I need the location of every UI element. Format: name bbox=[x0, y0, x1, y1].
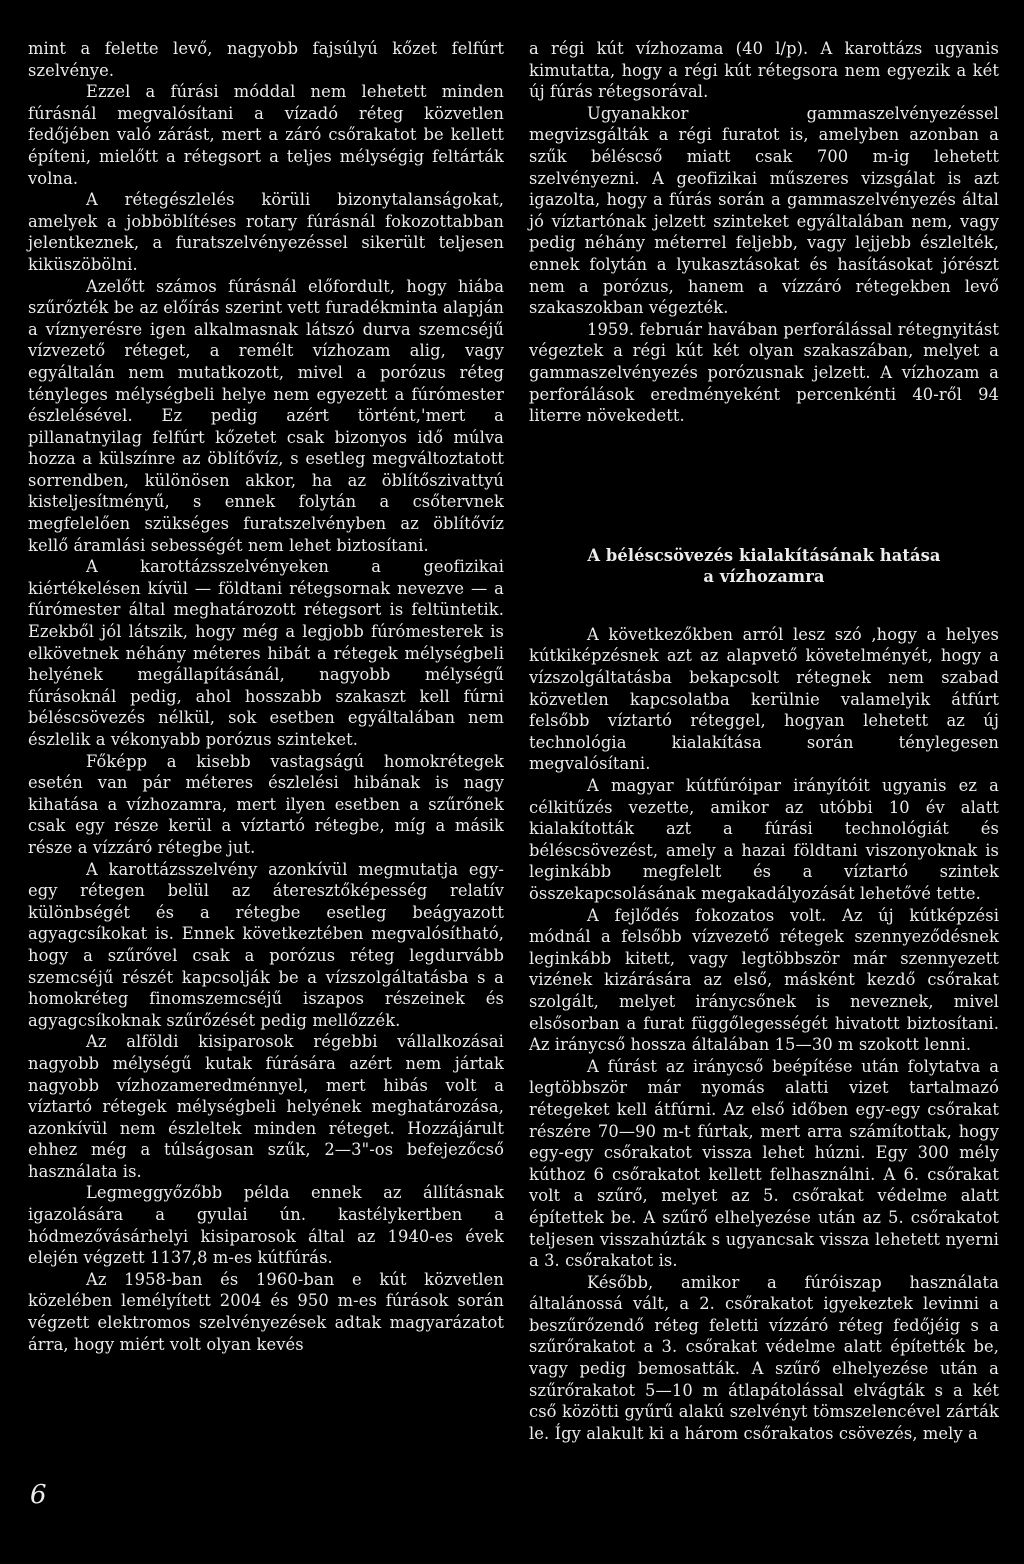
section-heading-line: A béléscsövezés kialakításának hatása bbox=[587, 545, 941, 565]
paragraph: A karottázsszelvény azonkívül megmutatja egy-egy rétegen belül az áteresztőképesség relatív különbségét és a rétegbe esetleg beágyazott agyagcsíkokat is. Ennek következtében megvalósítható, hogy a szűrővel csak a porózus réteg legdurvább szemcséjű részét kapcsolják be a vízszolgáltatásba s a homokréteg finomszemcséjű iszapos részeinek és agyagcsíkoknak szűrőzését pedig mellőzzék. bbox=[28, 859, 504, 1030]
paragraph: Legmeggyőzőbb példa ennek az állításnak igazolására a gyulai ún. kastélykertben a hódmezővásárhelyi kisiparosok által az 1940-es évek elején végzett 1137,8 m-es kútfúrás. bbox=[28, 1183, 504, 1268]
paragraph: 1959. február havában perforálással rétegnyitást végeztek a régi kút két olyan szakaszában, melyet a gammaszelvényezés porózusnak jelzett. A vízhozam a perforálások eredményeként percenkénti 40-ről 94 literre növekedett. bbox=[529, 319, 999, 426]
paragraph: mint a felette levő, nagyobb fajsúlyú kőzet felfúrt szelvénye. bbox=[28, 39, 504, 80]
paragraph: A fejlődés fokozatos volt. Az új kútképzési módnál a felsőbb vízvezető rétegek szennyeződésnek leginkább kitett, vagy legtöbbször már szennyezett vizének kizárására az első, másként kezdő csőrakat szolgált, melyet iránycsőnek is neveznek, mivel elsősorban a furat függőlegességét hivatott biztosítani. Az iránycső hossza általában 15—30 m szokott lenni. bbox=[529, 905, 999, 1055]
paragraph: Főképp a kisebb vastagságú homokrétegek esetén van pár méteres észlelési hibának is nagy kihatása a vízhozamra, mert ilyen esetben a szűrőnek csak egy része kerül a víztartó rétegbe, míg a másik része a vízzáró rétegbe jut. bbox=[28, 751, 504, 857]
paragraph: Az alföldi kisiparosok régebbi vállalkozásai nagyobb mélységű kutak fúrására azért nem jártak nagyobb vízhozameredménnyel, mert hibás volt a víztartó rétegek mélységbeli helyének meghatározása, azonkívül nem észleltek minden réteget. Hozzájárult ehhez még a túlságosan szűk, 2—3"-os befejezőcső használata is. bbox=[28, 1032, 504, 1181]
paragraph: Az 1958-ban és 1960-ban e kút közvetlen közelében lemélyített 2004 és 950 m-es fúrások során végzett elektromos szelvényezések adtak magyarázatot árra, hogy miért volt olyan kevés bbox=[28, 1269, 504, 1354]
left-column bbox=[28, 38, 504, 1355]
page-number: 6 bbox=[30, 1480, 47, 1510]
paragraph: A következőkben arról lesz szó ,hogy a helyes kútkiképzésnek azt az alapvető követelményét, hogy a vízszolgáltatásba bekapcsolt rétegnek nem szabad közvetlen kapcsolatba kerülnie valamelyik átfúrt felsőbb víztartó réteggel, hogyan lehetett az új technológia kialakítása során ténylegesen megvalósítani. bbox=[529, 624, 999, 774]
paragraph: A rétegészlelés körüli bizonytalanságokat, amelyek a jobböblítéses rotary fúrásnál fokozottabban jelentkeznek, a furatszelvényezéssel sikerült teljesen kiküszöbölni. bbox=[28, 190, 504, 274]
paragraph: Ezzel a fúrási móddal nem lehetett minden fúrásnál megvalósítani a vízadó réteg közvetlen fedőjében való zárást, mert a záró csőrakatot be kellett építeni, mielőtt a rétegsort a teljes mélységig feltárták volna. bbox=[28, 82, 504, 188]
paragraph: A karottázsszelvényeken a geofizikai kiértékelésen kívül — földtani rétegsornak nevezve — a fúrómester által meghatározott rétegsort is feltüntetik. Ezekből jól látszik, hogy még a legjobb fúrómesterek is elkövetnek néhány méteres hibát a rétegek mélységbeli helyének megállapításánál, nagyobb mélységű fúrásoknál pedig, ahol hosszabb szakaszt kell fúrni béléscsövezés nélkül, sok esetben egyáltalában nem észlelik a vékonyabb porózus szinteket. bbox=[28, 557, 504, 749]
paragraph: A magyar kútfúróipar irányítóit ugyanis ez a célkitűzés vezette, amikor az utóbbi 10 év alatt kialakították azt a fúrási technológiát és béléscsövezést, amely a hazai földtani viszonyoknak is leginkább megfelelt és a víztartó szintek összekapcsolásának megakadályozását lehetővé tette. bbox=[529, 776, 999, 903]
section-heading bbox=[529, 545, 999, 588]
right-column bbox=[529, 38, 999, 1444]
paragraph: a régi kút vízhozama (40 l/p). A karottázs ugyanis kimutatta, hogy a régi kút rétegsora nem egyezik a két új fúrás rétegsorával. bbox=[529, 39, 999, 102]
paragraph: A fúrást az iránycső beépítése után folytatva a legtöbbször már nyomás alatti vizet tartalmazó rétegeket kell átfúrni. Az első időben egy-egy csőrakat részére 70—90 m-t fúrtak, mert arra számítottak, hogy egy-egy csőrakatot vissza lehet húzni. Egy 300 mély kúthoz 6 csőrakatot kellett felhasználni. A 6. csőrakat volt a szűrő, melyet az 5. csőrakat védelme alatt építettek be. A szűrő elhelyezése után az 5. csőrakatot teljesen visszahúzták s ugyancsak vissza lehetett nyerni a 3. csőrakatot is. bbox=[529, 1056, 999, 1271]
paragraph: Azelőtt számos fúrásnál előfordult, hogy hiába szűrőzték be az előírás szerint vett furadékminta alapján a víznyerésre igen alkalmasnak látszó durva szemcséjű vízvezető réteget, a remélt vízhozam alig, vagy egyáltalán nem mutatkozott, mivel a porózus réteg tényleges mélységbeli helye nem egyezett a fúrómester észlelésével. Ez pedig azért történt,'mert a pillanatnyilag felfúrt kőzetet csak bizonyos idő múlva hozza a külszínre az öblítővíz, s esetleg megváltoztatott sorrendben, különösen akkor, ha az öblítőszivattyú kisteljesítményű, s ennek folytán a csőtervnek megfelelően szükséges furatszelvényben az öblítővíz kellő áramlási sebességét nem lehet biztosítani. bbox=[28, 276, 504, 555]
section-heading-line: a vízhozamra bbox=[703, 567, 825, 587]
paragraph: Ugyanakkor gammaszelvényezéssel megvizsgálták a régi furatot is, amelyben azonban a szűk béléscső miatt csak 700 m-ig lehetett szelvényezni. A geofizikai műszeres vizsgálat is azt igazolta, hogy a fúrás során a gammaszelvényezés által jó víztartónak jelzett szinteket egyáltalában nem, vagy pedig néhány méterrel feljebb, vagy lejjebb észlelték, ennek folytán a lyukasztásokat és hasításokat jórészt nem a porózus, hanem a vízzáró rétegekben levő szakaszokban végezték. bbox=[529, 103, 999, 318]
paragraph: Később, amikor a fúróiszap használata általánossá vált, a 2. csőrakatot igyekeztek levinni a beszűrőzendő réteg feletti vízzáró réteg fedőjéig s a szűrőrakatot a 3. csőrakat védelme alatt építették be, vagy pedig bemosatták. A szűrő elhelyezése után a szűrőrakatot 5—10 m átlapátolással elvágták s a két cső közötti gyűrű alakú szelvényt tömszelencével zárták le. Így alakult ki a három csőrakatos csövezés, mely a bbox=[529, 1272, 999, 1443]
